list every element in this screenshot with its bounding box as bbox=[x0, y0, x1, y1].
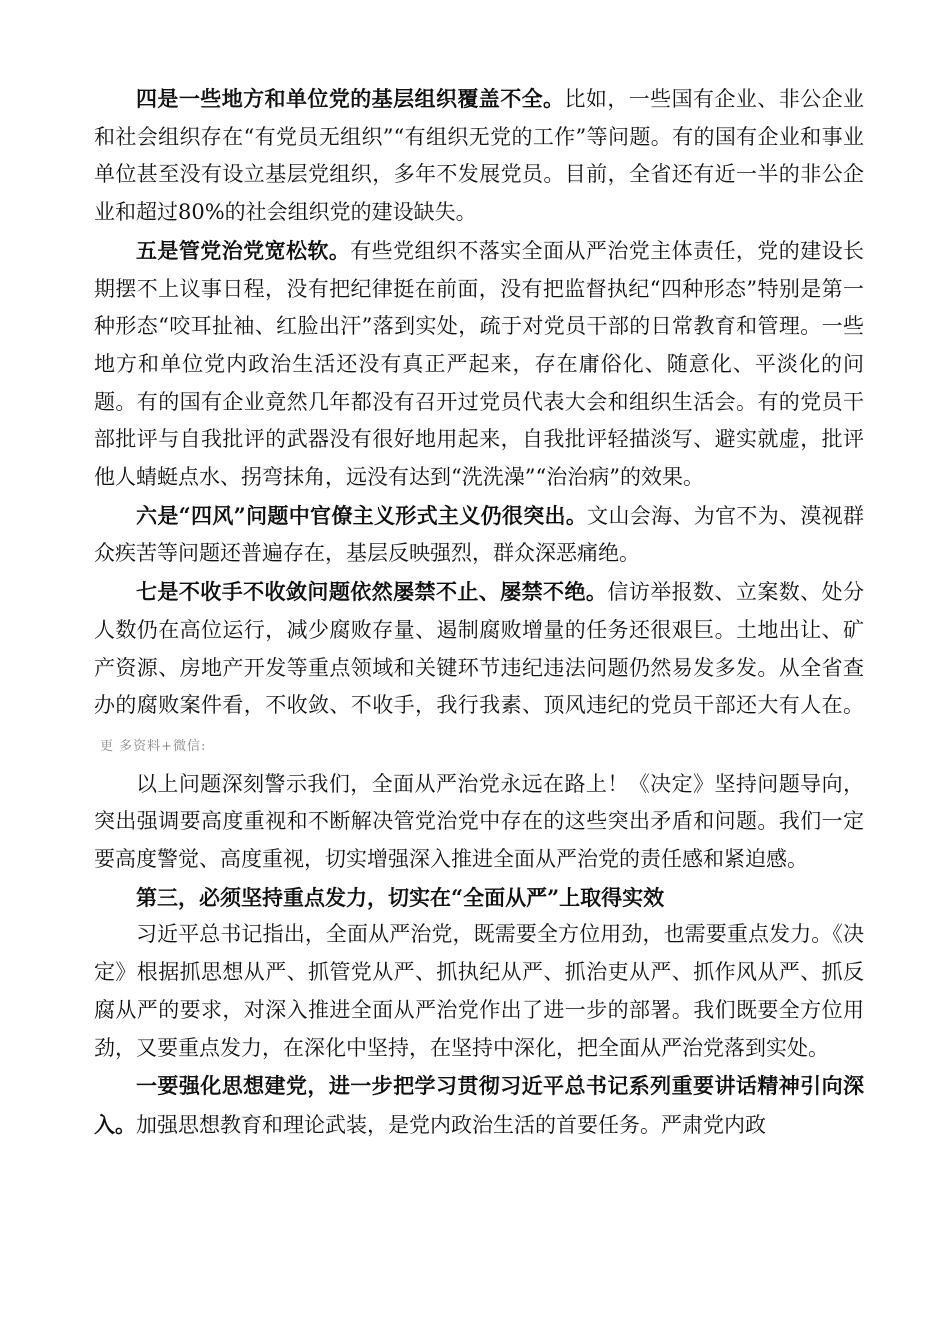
paragraph-lead: 六是“四风”问题中官僚主义形式主义仍很突出。 bbox=[136, 502, 588, 528]
paragraph-six-four-winds bbox=[94, 497, 864, 573]
paragraph-body: 比如，一些国有企业、非公企业和社会组织存在“有党员无组织”“有组织无党的工作”等问题。有的国有企业和事业单位甚至没有设立基层党组织，多年不发展党员。目前，全省还有近一半的非公企业和超过80%的社会组织党的建设缺失。 bbox=[94, 87, 864, 225]
paragraph-lead: 七是不收手不收敛问题依然屡禁不止、屡禁不绝。 bbox=[136, 579, 608, 605]
paragraph-body: 以上问题深刻警示我们，全面从严治党永远在路上！《决定》坚持问题导向，突出强调要高度重视和不断解决管党治党中存在的这些突出矛盾和问题。我们一定要高度警觉、高度重视，切实增强深入推进全面从严治党的责任感和紧迫感。 bbox=[94, 771, 864, 872]
paragraph-seven-corruption bbox=[94, 573, 864, 766]
paragraph-lead: 一要强化思想建党，进一步把学习贯彻习近平总书记系列重要讲话精神引向深入。 bbox=[94, 1073, 864, 1137]
paragraph-lead: 五是管党治党宽松软。 bbox=[136, 237, 351, 263]
paragraph-four-grassroots bbox=[94, 80, 864, 232]
paragraph-body: 习近平总书记指出，全面从严治党，既需要全方位用劲，也需要重点发力。《决定》根据抓思想从严、抓管党从严、抓执纪从严、抓治吏从严、抓作风从严、抓反腐从严的要求，对深入推进全面从严治党作出了进一步的部署。我们既要全方位用劲，又要重点发力，在深化中坚持，在坚持中深化，把全面从严治党落到实处。 bbox=[94, 922, 864, 1060]
paragraph-body: 加强思想教育和理论武装，是党内政治生活的首要任务。严肃党内政 bbox=[136, 1112, 766, 1137]
paragraph-body: 文山会海、为官不为、漠视群众疾苦等问题还普遍存在，基层反映强烈，群众深恶痛绝。 bbox=[94, 503, 864, 566]
paragraph-key-efforts bbox=[94, 916, 864, 1067]
paragraph-summary bbox=[94, 766, 864, 879]
paragraph-body: 信访举报数、立案数、处分人数仍在高位运行，减少腐败存量、遏制腐败增量的任务还很艰巨。土地出让、矿产资源、房地产开发等重点领域和关键环节违纪违法问题仍然易发多发。从全省查办的腐败案件看，不收敛、不收手，我行我素、顶风违纪的党员干部还大有人在。 bbox=[94, 580, 865, 718]
section-heading-third: 第三，必须坚持重点发力，切实在“全面从严”上取得实效 bbox=[136, 884, 665, 910]
paragraph-five-lax-governance bbox=[94, 232, 864, 497]
watermark-text: 更 多资料+微信: bbox=[100, 738, 207, 754]
paragraph-body: 有些党组织不落实全面从严治党主体责任，党的建设长期摆不上议事日程，没有把纪律挺在前面，没有把监督执纪“四种形态”特别是第一种形态“咬耳扯袖、红脸出汗”落到实处，疏于对党员干部的日常教育和管理。一些地方和单位党内政治生活还没有真正严起来，存在庸俗化、随意化、平淡化的问题。有的国有企业竟然几年都没有召开过党员代表大会和组织生活会。有的党员干部批评与自我批评的武器没有很好地用起来，自我批评轻描淡写、避实就虚，批评他人蜻蜓点水、拐弯抹角，远没有达到“洗洗澡”“治治病”的效果。 bbox=[94, 238, 865, 490]
document-page bbox=[94, 80, 864, 1145]
paragraph-lead: 四是一些地方和单位党的基层组织覆盖不全。 bbox=[136, 86, 565, 111]
paragraph-ideological-building bbox=[94, 1067, 864, 1144]
